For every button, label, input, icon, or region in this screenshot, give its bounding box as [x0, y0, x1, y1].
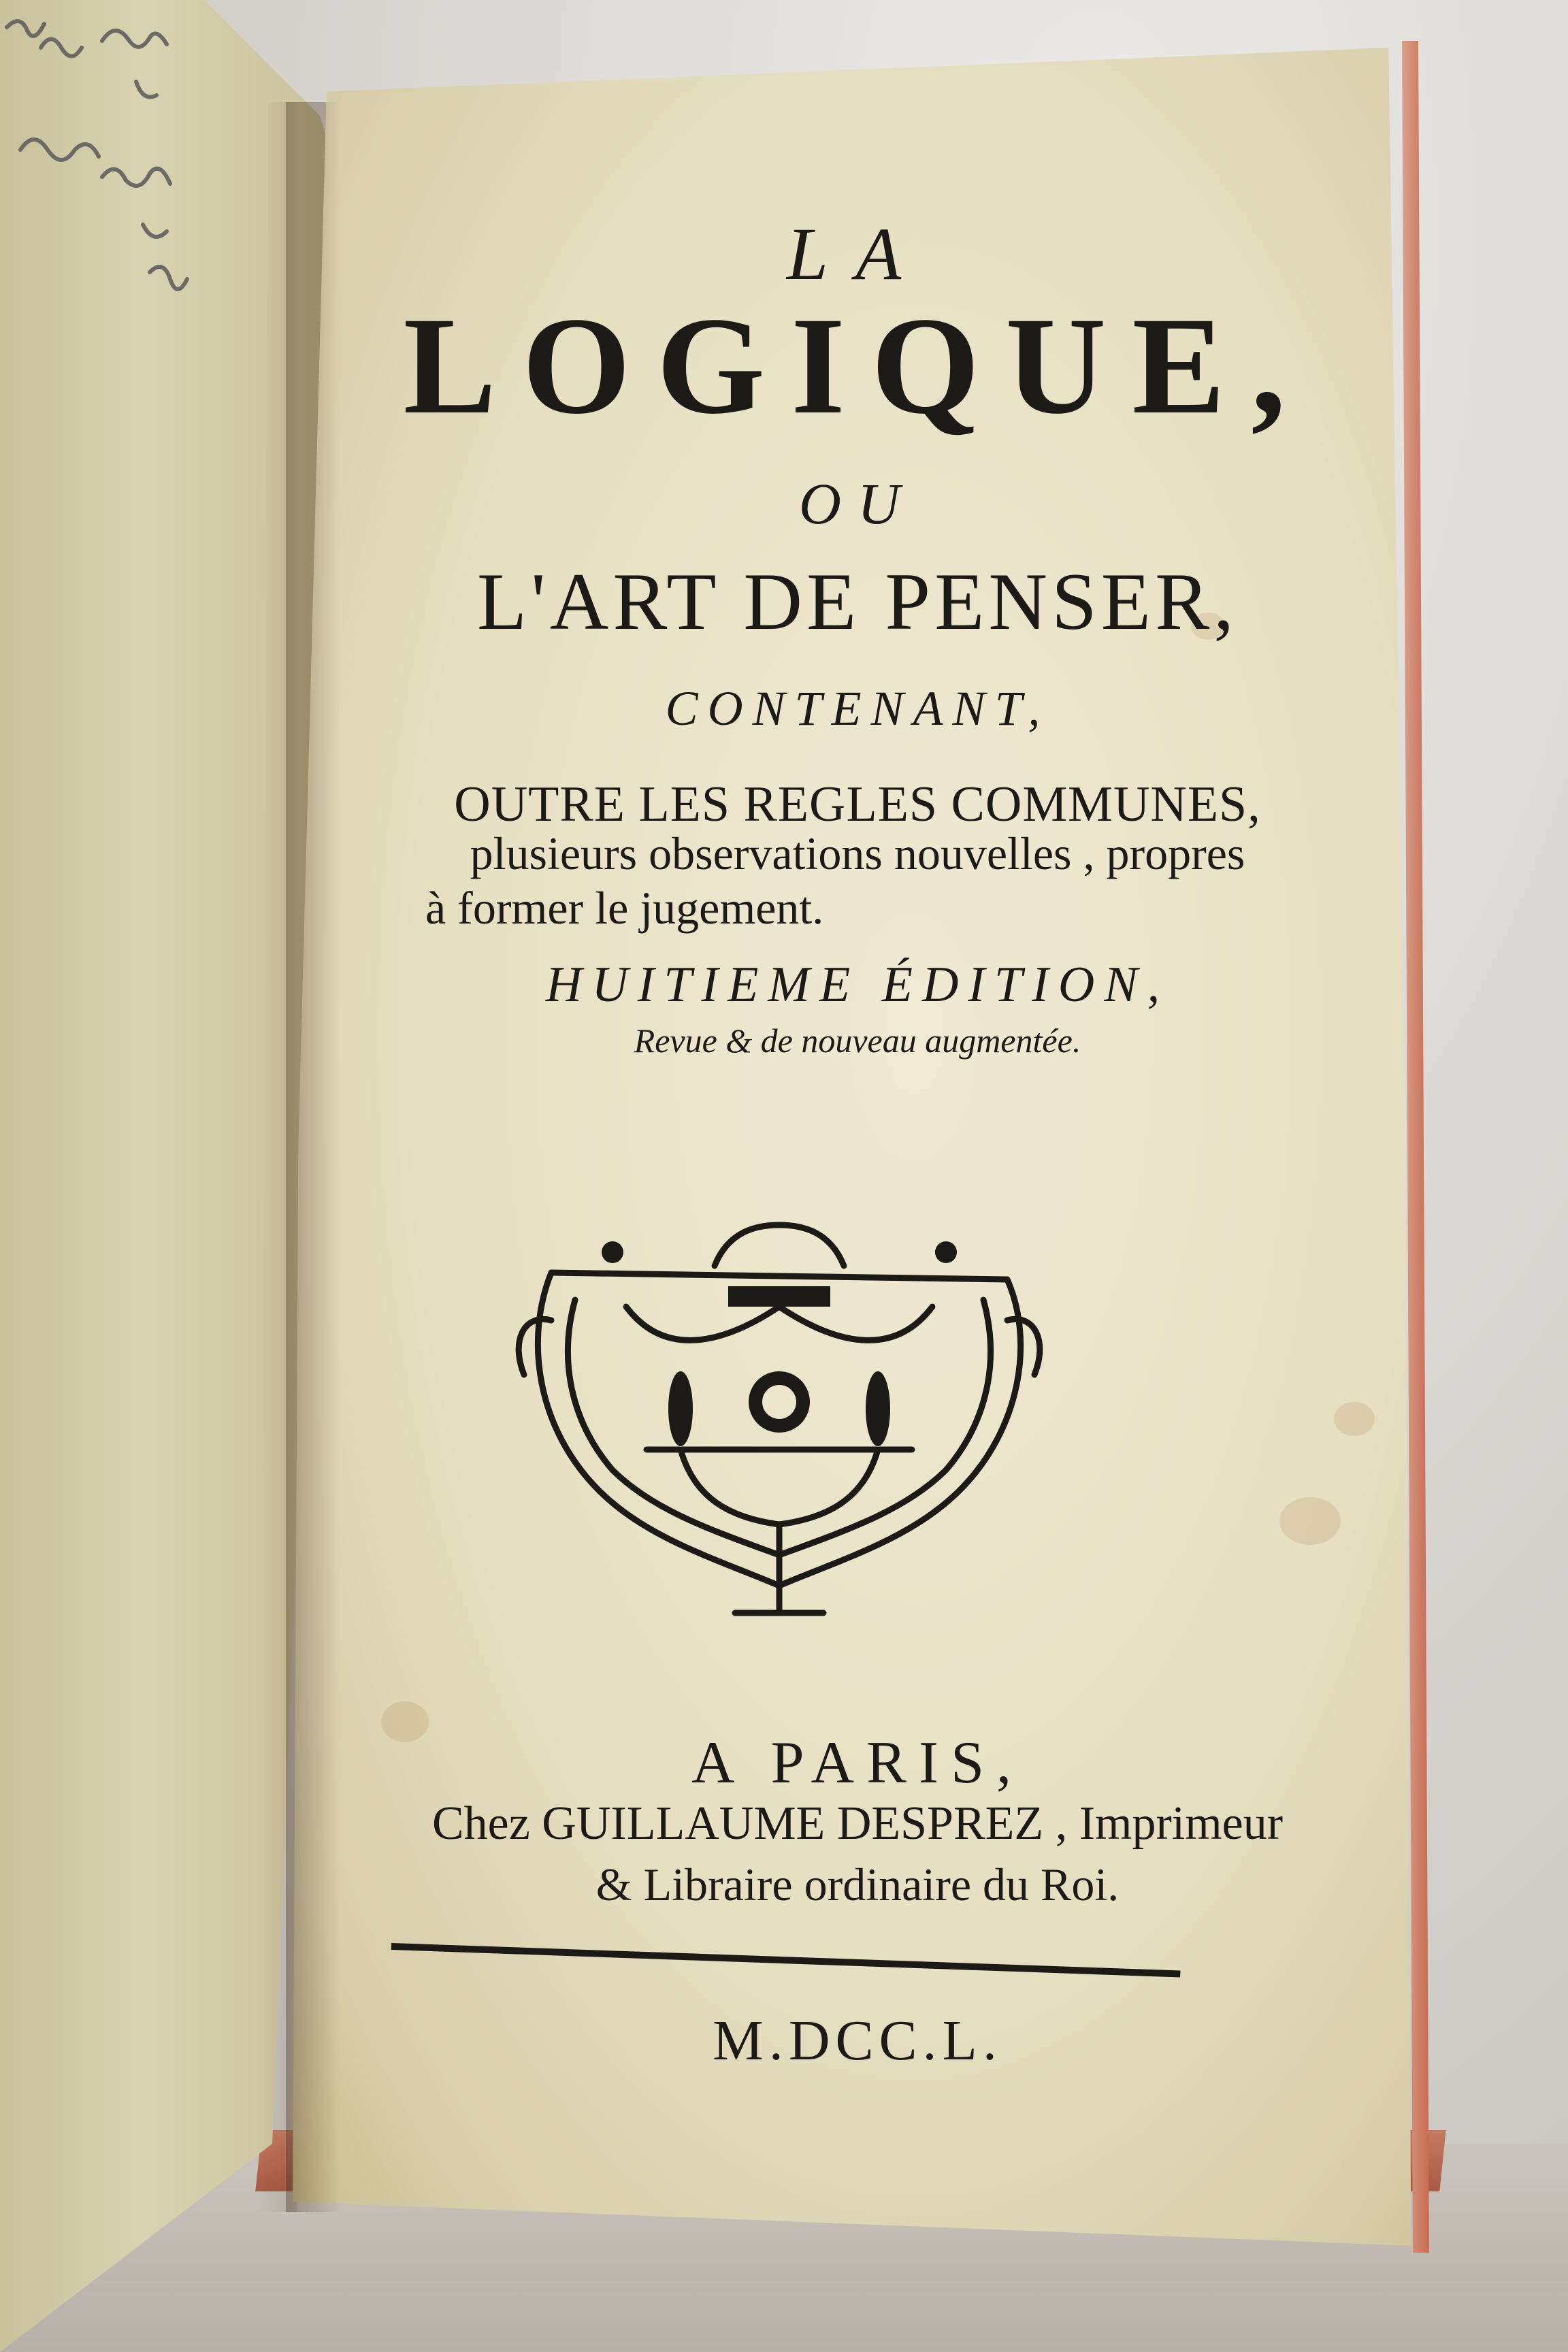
title-line-plusieurs: plusieurs observations nouvelles , propres	[470, 828, 1245, 879]
printers-vignette-icon	[510, 1205, 1048, 1627]
foxing-spot	[1279, 1497, 1341, 1545]
title-line-la: LA	[786, 212, 929, 295]
title-line-contenant: CONTENANT,	[665, 681, 1050, 736]
imprint-libraire: & Libraire ordinaire du Roi.	[595, 1859, 1120, 1910]
edition-line: HUITIEME ÉDITION,	[545, 957, 1170, 1013]
imprint-place: A PARIS,	[691, 1730, 1024, 1796]
title-line-former: à former le jugement.	[425, 882, 824, 934]
edition-note: Revue & de nouveau augmentée.	[634, 1022, 1081, 1060]
imprint-date: M.DCC.L.	[713, 2009, 1002, 2072]
title-line-art-de-penser: L'ART DE PENSER,	[476, 556, 1239, 647]
foxing-spot	[1334, 1402, 1375, 1436]
title-line-outre: OUTRE LES REGLES COMMUNES,	[454, 777, 1261, 832]
manuscript-inscription-icon	[0, 0, 218, 354]
title-line-ou: OU	[798, 471, 917, 536]
imprint-printer: Chez GUILLAUME DESPREZ , Imprimeur	[431, 1797, 1284, 1850]
title-line-logique: LOGIQUE,	[403, 289, 1312, 443]
